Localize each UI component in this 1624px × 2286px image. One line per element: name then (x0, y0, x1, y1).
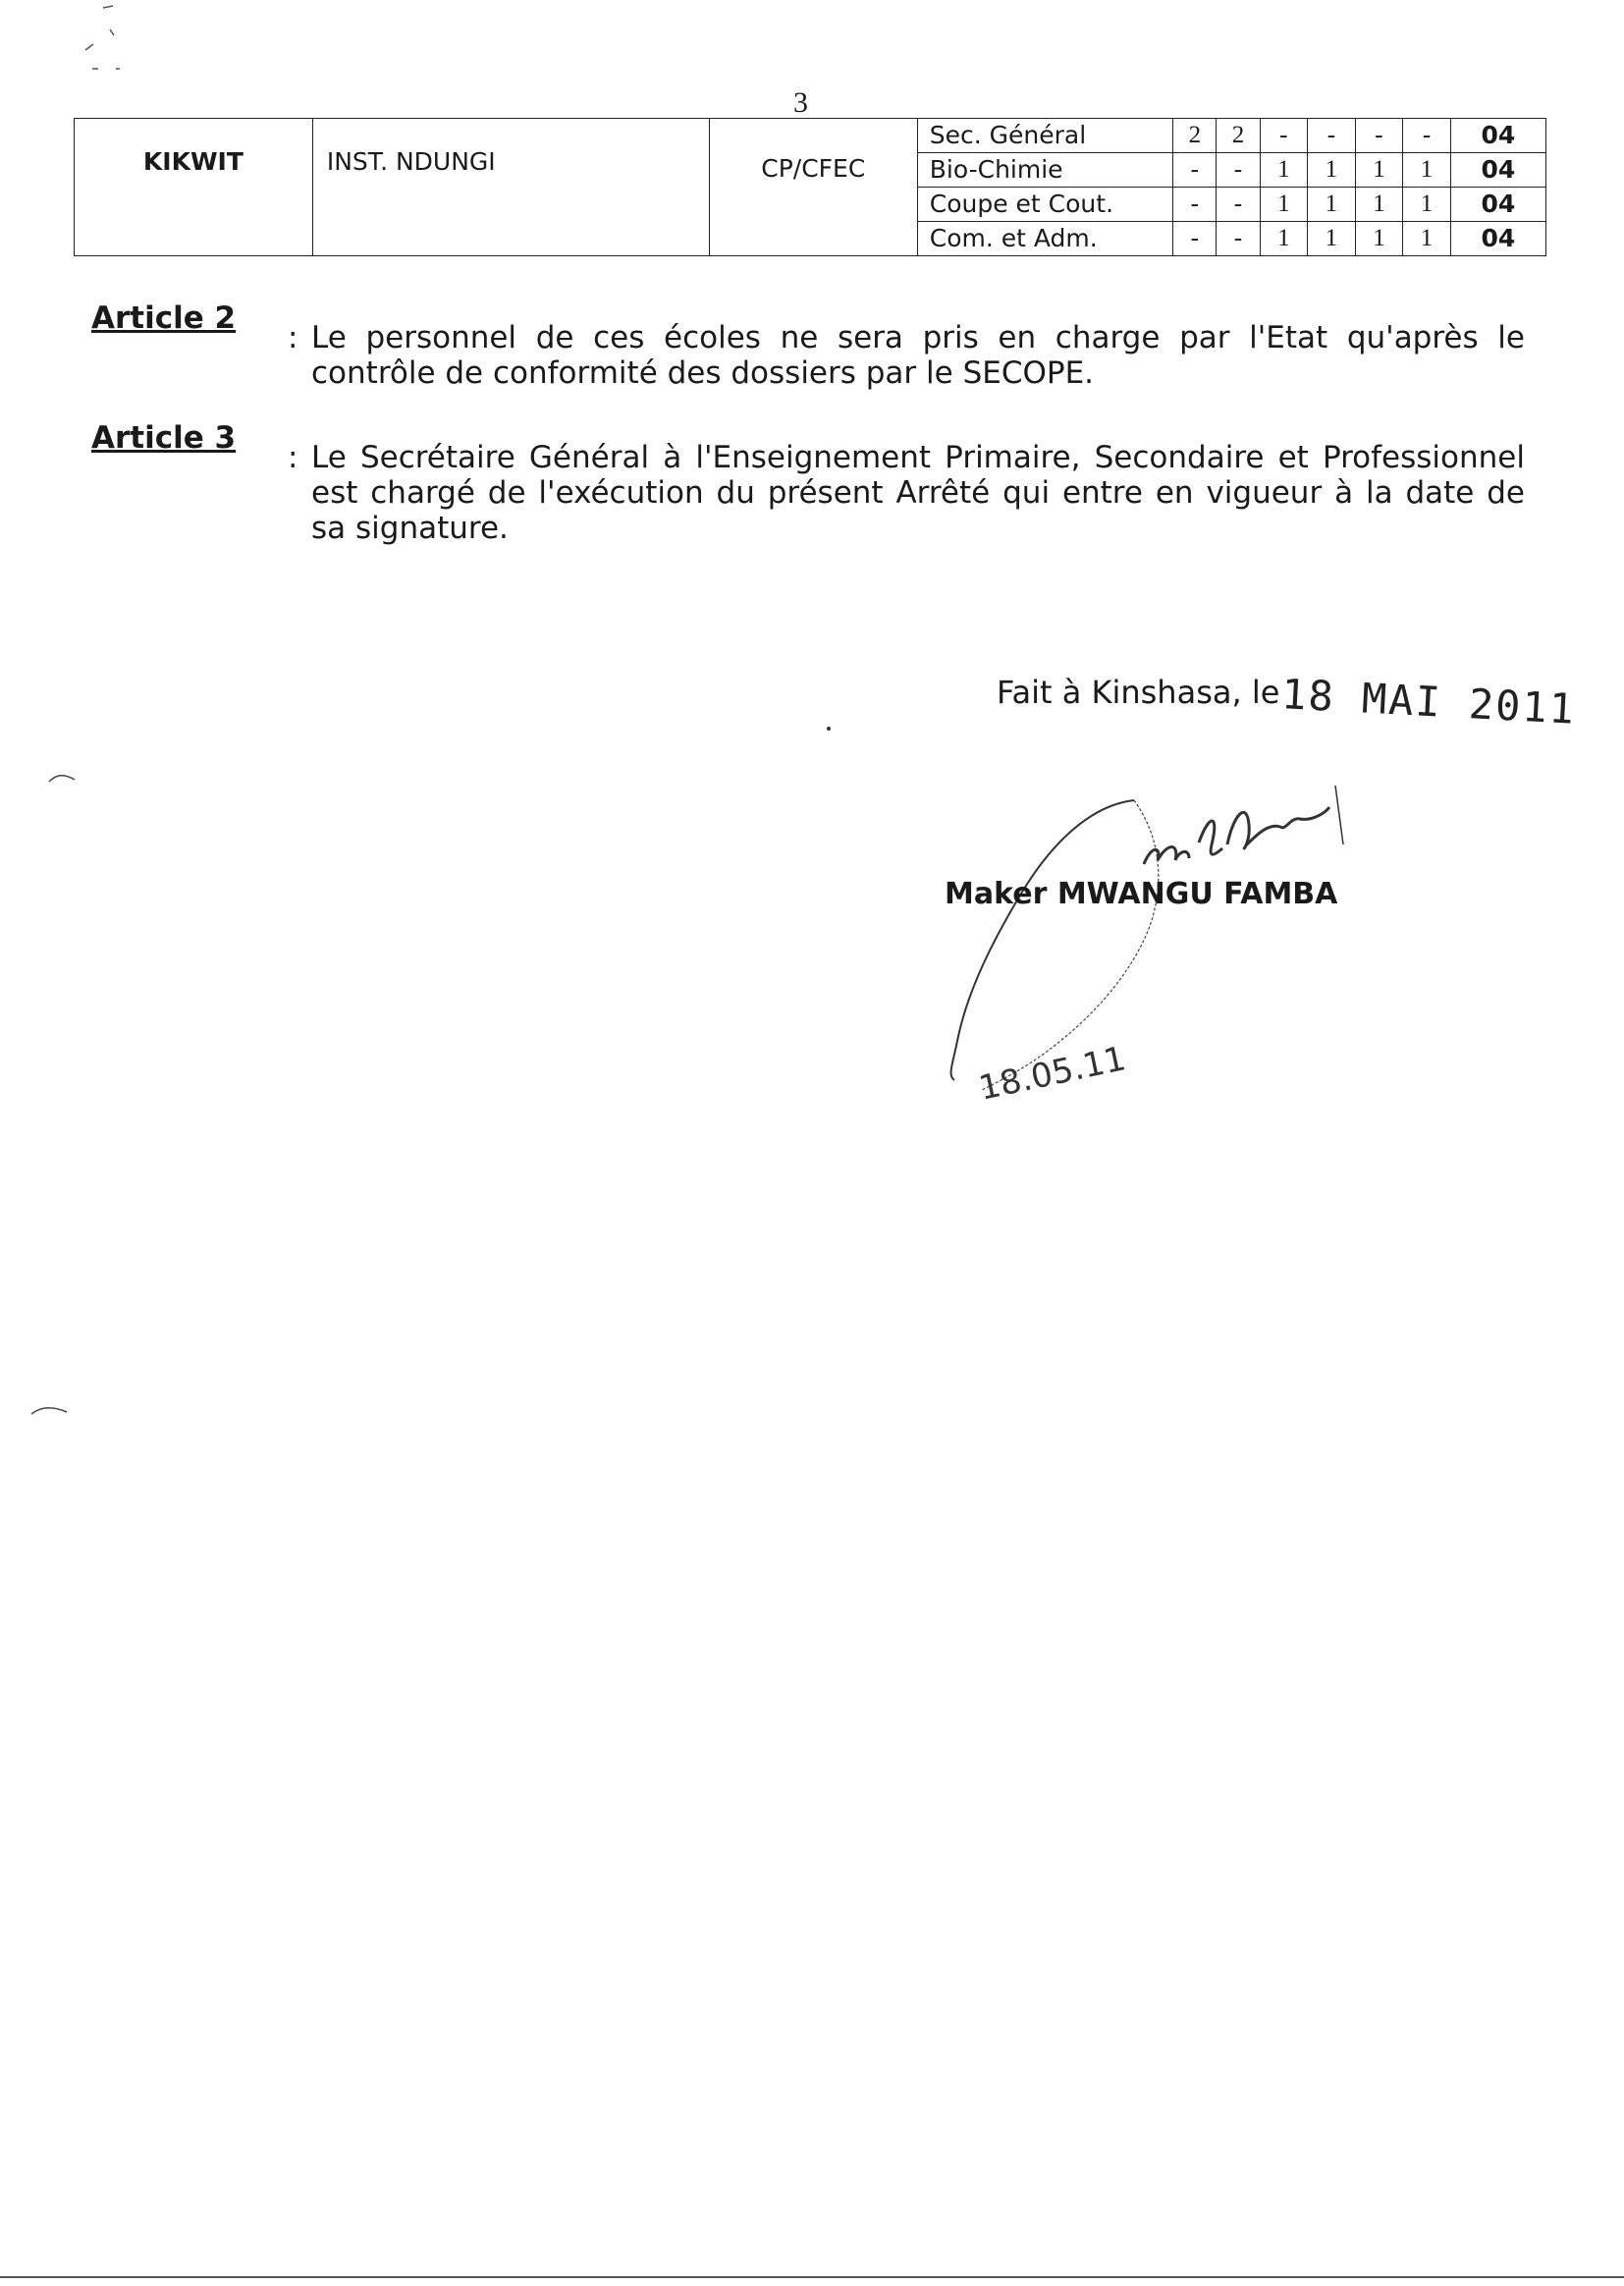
school-cell: INST. NDUNGI (312, 119, 709, 256)
article-colon: : (288, 320, 298, 355)
scan-artifact-icon (29, 1404, 69, 1418)
section-cell: Sec. Général (917, 119, 1173, 153)
signature-stroke (1144, 821, 1222, 864)
total-cell: 04 (1450, 119, 1545, 153)
value-cell: - (1217, 222, 1260, 256)
section-cell: Coupe et Cout. (917, 188, 1173, 222)
place-date-line: Fait à Kinshasa, le (997, 674, 1280, 711)
article-text: Le Secrétaire Général à l'Enseignement Primaire, Secondaire et Professionnel est chargé de l'exécution du présent Arrêté qui entre en vigueur à la date de sa signature. (311, 440, 1525, 546)
article-body (288, 320, 1525, 391)
scan-artifact-icon (825, 725, 833, 733)
signature-stroke (951, 800, 1134, 1080)
section-cell: Bio-Chimie (917, 153, 1173, 188)
value-cell: 1 (1355, 153, 1403, 188)
value-cell: 2 (1217, 119, 1260, 153)
signature-stroke (1335, 786, 1343, 844)
total-cell: 04 (1450, 153, 1545, 188)
page-number: 3 (793, 86, 808, 119)
table-row (75, 119, 1546, 153)
value-cell: - (1173, 222, 1217, 256)
value-cell: - (1217, 188, 1260, 222)
value-cell: 1 (1355, 188, 1403, 222)
value-cell: - (1217, 153, 1260, 188)
city-cell: KIKWIT (75, 119, 313, 256)
value-cell: 1 (1355, 222, 1403, 256)
section-cell: Com. et Adm. (917, 222, 1173, 256)
article-label: Article 2 (91, 300, 237, 336)
date-stamp: 18 MAI 2011 (1279, 670, 1578, 734)
value-cell: - (1173, 188, 1217, 222)
value-cell: - (1403, 119, 1451, 153)
article-body (288, 440, 1525, 546)
value-cell: 1 (1308, 188, 1356, 222)
signature-stroke (1227, 807, 1329, 848)
scan-artifact-icon (49, 0, 147, 108)
value-cell: 1 (1260, 188, 1308, 222)
value-cell: - (1308, 119, 1356, 153)
value-cell: 1 (1403, 222, 1451, 256)
total-cell: 04 (1450, 222, 1545, 256)
value-cell: - (1173, 153, 1217, 188)
signature-stroke (982, 800, 1159, 1090)
handwritten-signature (913, 727, 1404, 1139)
article-label: Article 3 (91, 420, 237, 456)
value-cell: 1 (1260, 153, 1308, 188)
value-cell: 1 (1308, 222, 1356, 256)
total-cell: 04 (1450, 188, 1545, 222)
article-colon: : (288, 440, 298, 475)
value-cell: 1 (1260, 222, 1308, 256)
value-cell: 1 (1308, 153, 1356, 188)
school-allocation-table (74, 118, 1546, 256)
scan-artifact-icon (47, 772, 77, 786)
value-cell: 1 (1403, 153, 1451, 188)
value-cell: 2 (1173, 119, 1217, 153)
school-type-cell: CP/CFEC (709, 119, 917, 256)
signer-name: Maker MWANGU FAMBA (945, 877, 1338, 911)
bottom-rule (0, 2276, 1624, 2278)
value-cell: - (1260, 119, 1308, 153)
article-text: Le personnel de ces écoles ne sera pris en charge par l'Etat qu'après le contrôle de conformité des dossiers par le SECOPE. (311, 320, 1525, 391)
value-cell: 1 (1403, 188, 1451, 222)
handwritten-date: 18.05.11 (975, 1039, 1129, 1109)
value-cell: - (1355, 119, 1403, 153)
